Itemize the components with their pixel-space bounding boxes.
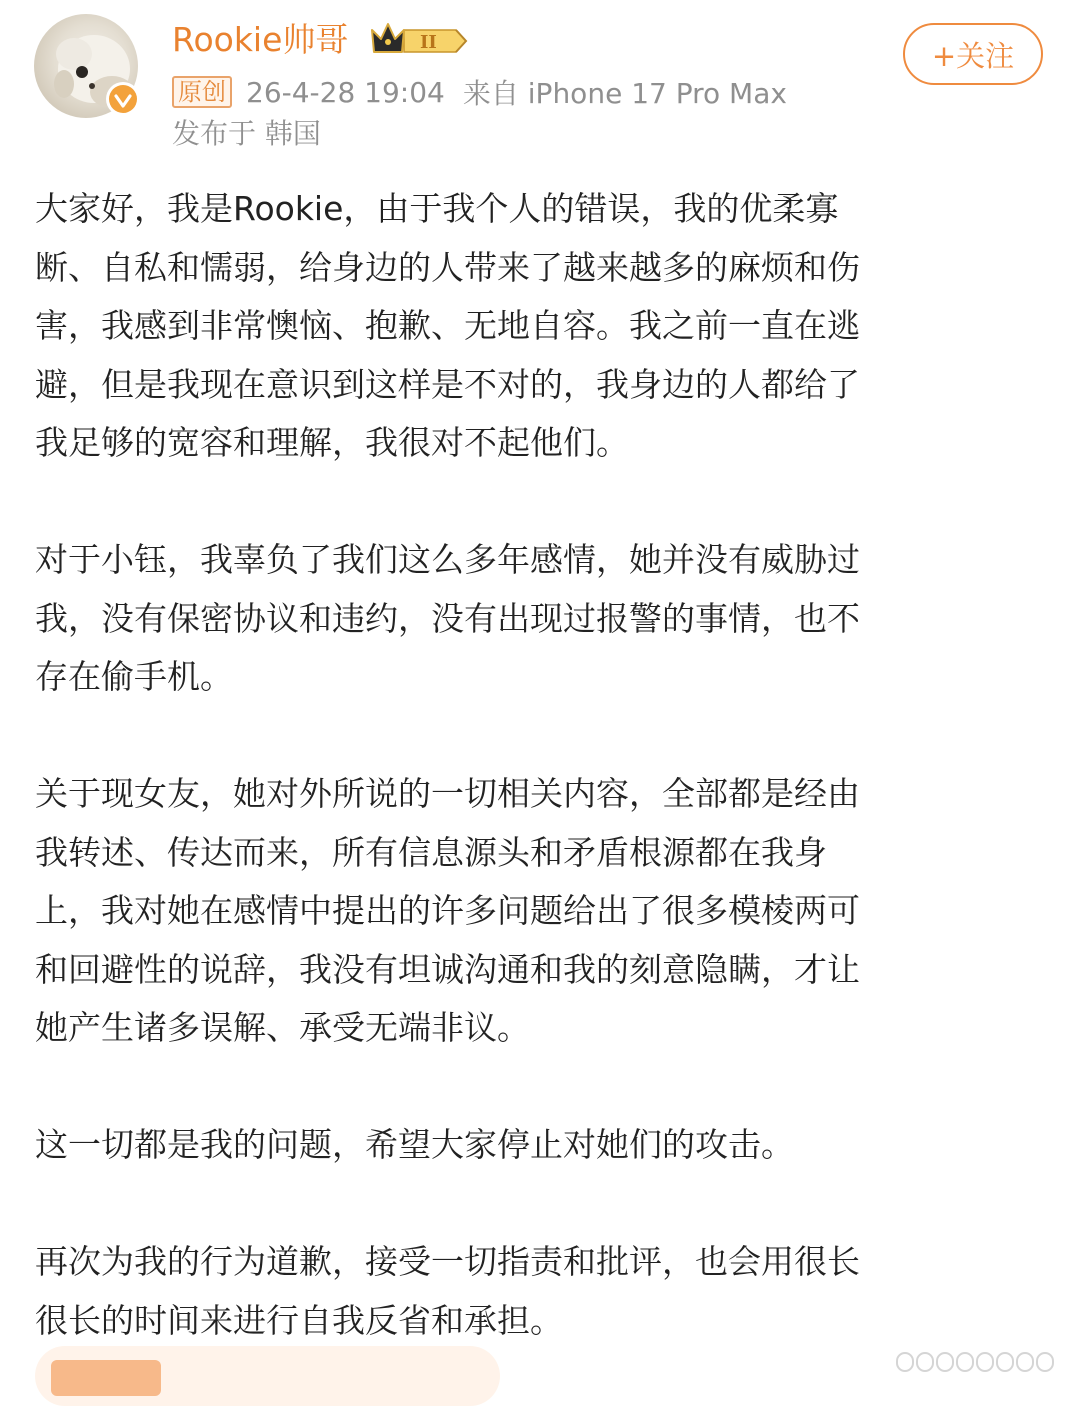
post-time: 26-4-28 19:04 — [246, 75, 445, 109]
post-source: 来自 iPhone 17 Pro Max — [462, 77, 787, 110]
topic-tag-icon — [51, 1360, 161, 1396]
paragraph: 再次为我的行为道歉，接受一切指责和批评，也会用很长 很长的时间来进行自我反省和承担。 — [35, 1242, 860, 1340]
paragraph: 这一切都是我的问题，希望大家停止对她们的攻击。 — [35, 1125, 794, 1164]
paragraph: 对于小钰，我辜负了我们这么多年感情，她并没有威胁过 我，没有保密协议和违约，没有出现过报警的事情，也不 存在偷手机。 — [35, 540, 860, 696]
post-location: 发布于 韩国 — [172, 117, 321, 150]
vip-level-label: II — [420, 32, 437, 53]
paragraph: 大家好，我是Rookie，由于我个人的错误，我的优柔寡 断、自私和懦弱，给身边的人带来了越来越多的麻烦和伤 害，我感到非常懊恼、抱歉、无地自容。我之前一直在逃 避，但是我现在意识到这样是不对的，我身边的人都给了 我足够的宽容和理解，我很对不起他们。 — [35, 189, 860, 462]
crown-vip-icon[interactable] — [370, 22, 470, 60]
post-body — [35, 180, 1025, 1409]
avatar[interactable] — [34, 14, 138, 118]
username[interactable]: Rookie帅哥 — [172, 20, 349, 59]
watermark-icon — [895, 1351, 1070, 1373]
topic-pill[interactable] — [35, 1346, 500, 1406]
original-tag: 原创 — [172, 76, 232, 108]
follow-button[interactable]: +关注 — [903, 23, 1043, 85]
verified-badge-icon — [106, 82, 140, 116]
post-meta — [172, 72, 787, 112]
paragraph: 关于现女友，她对外所说的一切相关内容，全部都是经由 我转述、传达而来，所有信息源头和矛盾根源都在我身 上，我对她在感情中提出的许多问题给出了很多模棱两可 和回避性的说辞，我没有坦诚沟通和我的刻意隐瞒，才让 她产生诸多误解、承受无端非议。 — [35, 774, 860, 1047]
